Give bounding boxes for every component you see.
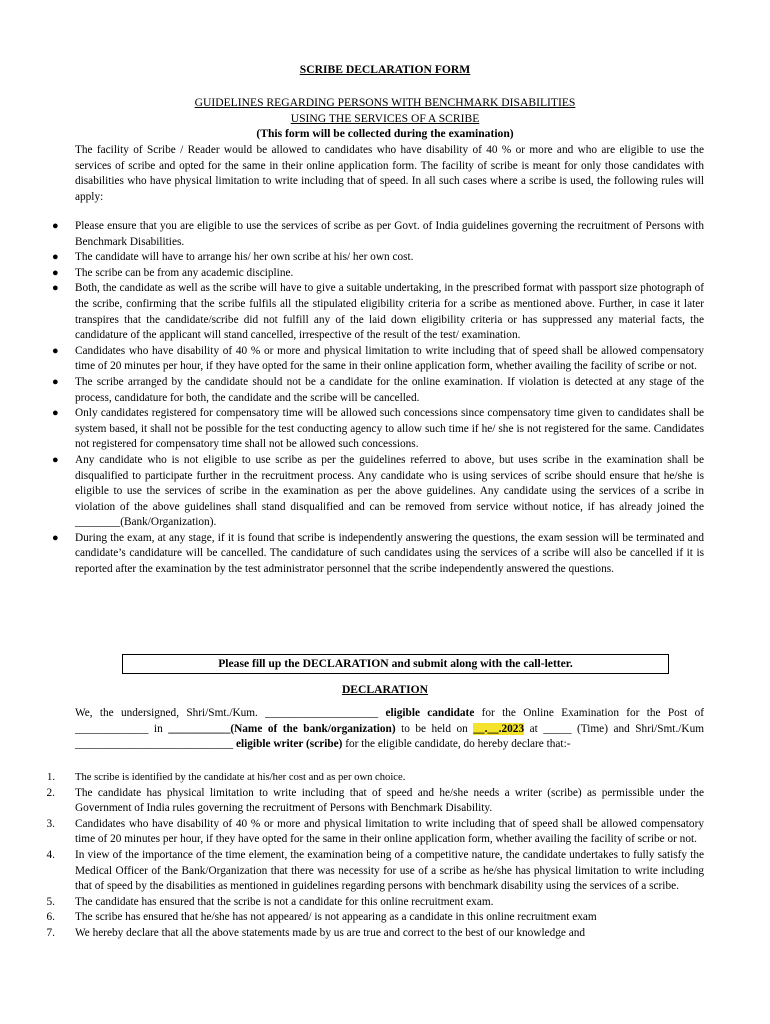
declaration-paragraph [75,706,704,753]
declaration-text: for the eligible candidate, do hereby declare that:- [342,738,571,751]
rule-item [52,266,704,282]
bullet-icon: ● [52,251,59,264]
bullet-icon: ● [52,282,59,295]
rule-item [52,453,704,531]
submission-note-box: Please fill up the DECLARATION and submit along with the call-letter. [122,654,669,674]
point-text: Candidates who have disability of 40 % or more and physical limitation to write including that of speed shall be allowed compensatory time of 20 minutes per hour, if they have opted for the same in their online application form, whether availing the facility of scribe or not. [75,817,704,846]
rules-list [52,219,704,578]
point-text: The scribe has ensured that he/she has not appeared/ is not appearing as a candidate in this online recruitment exam [75,911,597,924]
bullet-icon: ● [52,220,59,232]
point-text: In view of the importance of the time element, the examination being of a competitive nature, the candidate undertakes to fully satisfy the Medical Officer of the Bank/Organization that there was necessity for use of a scribe as he/she has physical limitation to write including that of speed by the disabilities as mentioned in guidelines regarding persons with benchmark disability using the services of a scribe. [75,848,704,893]
bullet-icon: ● [52,266,59,279]
declaration-heading: DECLARATION [341,683,429,696]
rule-text: Both, the candidate as well as the scribe will have to give a suitable undertaking, in the prescribed format with passport size photograph of the scribe, confirming that the scribe fulfils all the stipulated eligibility criteria for a scribe as mentioned above. Further, in case it later transpires that the candidate/scribe did not fulfill any of the laid down eligibility criteria or has suppressed any material facts, the candidature of the applicant will stand cancelled, irrespective of the result of the test/ examination. [75,282,704,342]
declaration-points-list [35,770,704,942]
bullet-icon: ● [52,407,59,420]
point-number: 2. [46,786,55,799]
rule-text: Only candidates registered for compensatory time will be allowed such concessions since compensatory time given to candidates shall be system based, it shall not be possible for the test conducting agency to allow such time if he/ she is not registered for the same. Candidates not registered for compensatory time shall not be allowed such concessions. [75,407,704,451]
declaration-point [35,848,704,895]
rule-text: The scribe can be from any academic discipline. [75,266,294,279]
declaration-point [35,895,704,911]
bullet-icon: ● [52,375,59,388]
declaration-bold-text: eligible writer (scribe) [235,738,343,751]
rule-text: During the exam, at any stage, if it is found that scribe is independently answering the questions, the exam session will be terminated and candidate’s candidature will be cancelled. The candidature of such candidates using the services of a scribe will also be cancelled if it is reported after the examination by the test administrator personnel that the scribe independently answered the questions. [75,531,704,576]
declaration-point [35,817,704,848]
declaration-bold-text: eligible candidate [385,707,475,719]
declaration-point [35,770,704,786]
guidelines-heading [0,95,770,142]
point-number: 4. [46,848,55,861]
point-number: 7. [46,926,55,939]
intro-paragraph: The facility of Scribe / Reader would be allowed to candidates who have disability of 40 % or more and who are eligible to use the services of scribe and opted for the same in their online application form. The facility of scribe is meant for only those candidates with disabilities who have physical limitation to write including that of speed. In all such cases where a scribe is used, the following rules will apply: [75,144,704,203]
declaration-bold-text: ___________(Name of the bank/organization) [168,722,396,735]
guidelines-line-2: USING THE SERVICES OF A SCRIBE [290,111,480,125]
rule-item [52,406,704,453]
rule-item [52,375,704,406]
rule-item [52,344,704,375]
declaration-point [35,926,704,942]
rule-item [52,219,704,250]
rule-text: The scribe arranged by the candidate should not be a candidate for the online examination. If violation is detected at any stage of the process, candidature for both, the candidate and the scribe will be cancelled. [75,375,704,404]
rule-item [52,250,704,266]
rule-text: Please ensure that you are eligible to use the services of scribe as per Govt. of India guidelines governing the recruitment of Persons with Benchmark Disabilities. [75,220,704,248]
point-text: The scribe is identified by the candidate at his/her cost and as per own choice. [75,772,406,783]
point-text: The candidate has physical limitation to write including that of speed and he/she needs a writer (scribe) as permissible under the Government of India rules governing the recruitment of Persons with Benchmark Disability. [75,786,704,815]
rule-item [52,281,704,343]
bullet-icon: ● [52,344,59,357]
declaration-text: We, the undersigned, Shri/Smt./Kum. ____________________ [75,707,386,719]
rule-text: The candidate will have to arrange his/ her own scribe at his/ her own cost. [75,251,414,264]
form-title: SCRIBE DECLARATION FORM [299,63,471,76]
point-number: 1. [47,772,55,783]
rule-item [52,531,704,578]
declaration-text: to be held on [395,722,474,735]
point-number: 5. [46,895,55,908]
declaration-point [35,786,704,817]
point-number: 3. [46,817,55,830]
bullet-icon: ● [52,531,59,544]
point-text: We hereby declare that all the above statements made by us are true and correct to the best of our knowledge and [75,926,586,939]
guidelines-line-3: (This form will be collected during the examination) [256,127,514,140]
point-number: 6. [46,911,55,924]
point-text: The candidate has ensured that the scribe is not a candidate for this online recruitment exam. [75,895,494,908]
declaration-text: at _____ (Time) and Shri/Smt./Kum ____________________________ [75,722,704,751]
rule-text: Any candidate who is not eligible to use scribe as per the guidelines referred to above, but uses scribe in the examination shall be disqualified to participate further in the recruitment process. Any candidate who is using services of scribe should ensure that he/she is eligible to use the services of scribe in the examination as per the above guidelines. Any candidate using the services of a scribe in violation of the above guidelines shall stand disqualified and can be removed from service without notice, if has already joined the ________(Bank/Organization). [75,453,704,529]
declaration-text: for the Online Examination for the Post of _____________ in [75,707,705,735]
rule-text: Candidates who have disability of 40 % or more and physical limitation to write including that of speed shall be allowed compensatory time of 20 minutes per hour, if they have opted for the same in their online application form, whether availing the facility of scribe or not. [75,344,704,373]
guidelines-line-1: GUIDELINES REGARDING PERSONS WITH BENCHMARK DISABILITIES [194,96,576,109]
exam-date-field: __.__.2023 [473,722,525,735]
declaration-point [35,910,704,926]
bullet-icon: ● [52,453,59,466]
